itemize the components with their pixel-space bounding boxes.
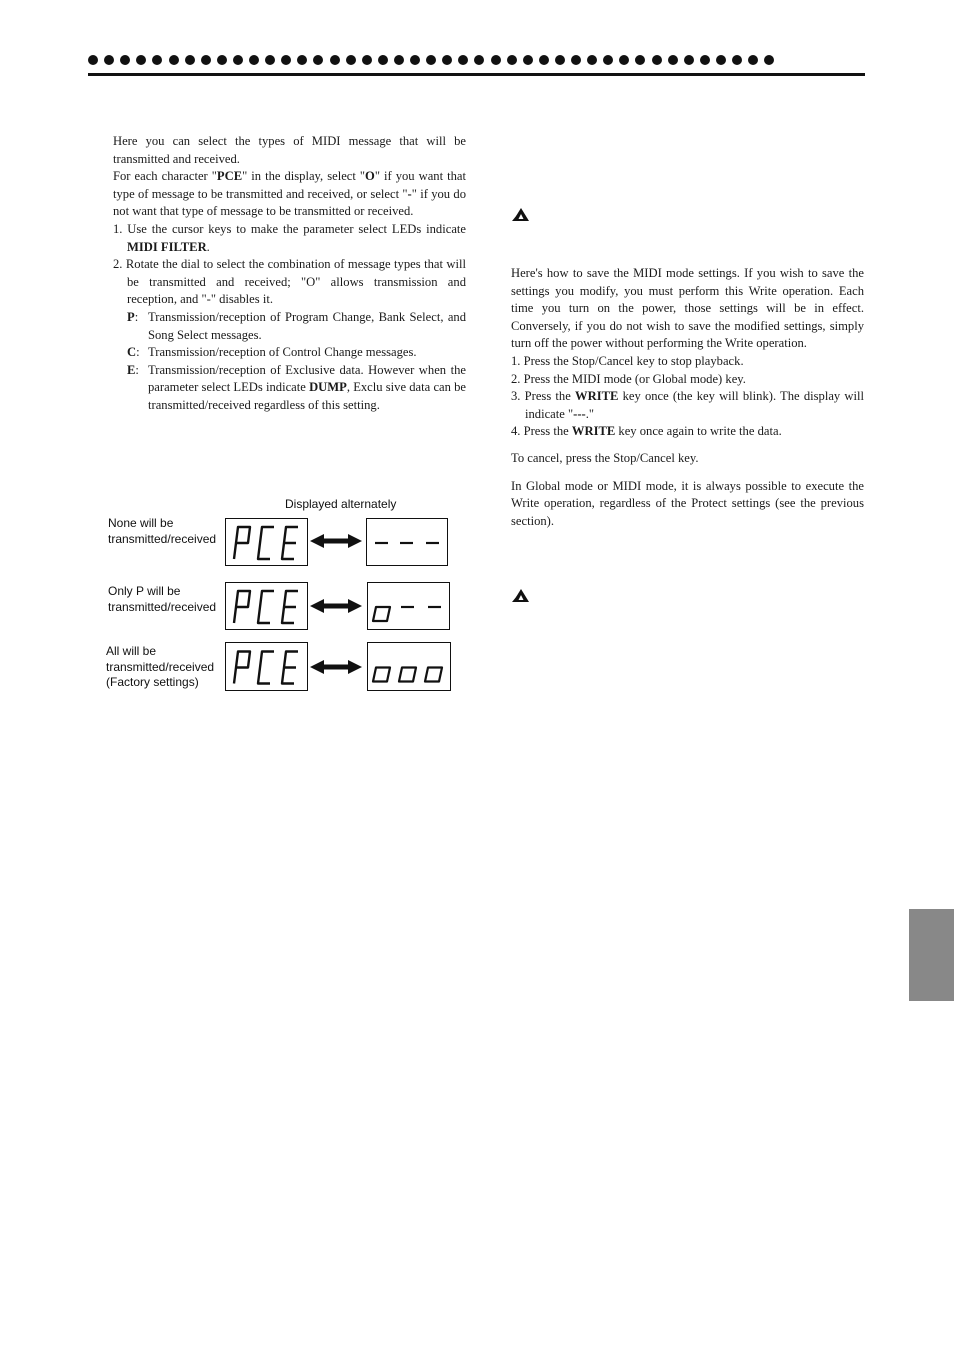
- midi-filter-figure: [100, 494, 470, 694]
- header-dot: [104, 55, 114, 65]
- header-dot: [88, 55, 98, 65]
- header-dot: [764, 55, 774, 65]
- caution-icon: [511, 205, 531, 223]
- header-dot-row: [88, 55, 788, 67]
- filter-item-c: C: Transmission/reception of Control Change messages.: [127, 345, 417, 360]
- filter-step-2: 2. Rotate the dial to select the combination of message types that will be transmitted and received; "O" allows transmission and reception, and "-" disables it.: [113, 257, 466, 307]
- left-column: [113, 133, 466, 415]
- write-step-4: 4. Press the WRITE key once again to write the data.: [511, 424, 782, 439]
- header-dot: [491, 55, 501, 65]
- header-dot: [571, 55, 581, 65]
- header-dot: [619, 55, 629, 65]
- header-dot: [426, 55, 436, 65]
- led-display-pce: [225, 642, 308, 691]
- led-display-none: [366, 518, 448, 566]
- header-dot: [684, 55, 694, 65]
- header-dot: [185, 55, 195, 65]
- header-dot: [507, 55, 517, 65]
- global-mode-note: In Global mode or MIDI mode, it is always possible to execute the Write operation, regardless of the Protect settings (see the previous section).: [511, 478, 864, 528]
- midi-filter-intro: Here you can select the types of MIDI message that will be transmitted and received.: [113, 134, 466, 166]
- header-dot: [233, 55, 243, 65]
- header-dot: [732, 55, 742, 65]
- right-column: [511, 265, 864, 530]
- header-dot: [410, 55, 420, 65]
- header-dot: [201, 55, 211, 65]
- header-dot: [217, 55, 227, 65]
- header-dot: [555, 55, 565, 65]
- midi-filter-instructions: For each character "PCE" in the display, select "O" if you want that type of message to be transmitted and received, or select "-" if you do not want that type of message to be transmitted or received.: [113, 169, 467, 219]
- figure-caption: Displayed alternately: [285, 497, 397, 511]
- header-dot: [442, 55, 452, 65]
- led-display-p-only: [367, 582, 450, 630]
- header-dot: [120, 55, 130, 65]
- write-intro: Here's how to save the MIDI mode settings. If you wish to save the settings you modify, you must perform this Write operation. Each time you turn on the power, those settings will be in effect. Conversely, if you do not wish to save the modified settings, simply turn off the power without performing the Write operation.: [511, 266, 864, 351]
- write-step-1: 1. Press the Stop/Cancel key to stop playback.: [511, 353, 744, 368]
- header-dot: [700, 55, 710, 65]
- header-dot: [394, 55, 404, 65]
- header-dot: [249, 55, 259, 65]
- header-dot: [281, 55, 291, 65]
- cancel-note: To cancel, press the Stop/Cancel key.: [511, 451, 699, 466]
- header-dot: [716, 55, 726, 65]
- header-dot: [539, 55, 549, 65]
- header-dot: [652, 55, 662, 65]
- double-arrow-icon: [310, 660, 362, 674]
- chapter-side-tab: [909, 909, 954, 1001]
- header-dot: [169, 55, 179, 65]
- header-dot: [265, 55, 275, 65]
- write-step-2: 2. Press the MIDI mode (or Global mode) key.: [511, 371, 746, 386]
- header-dot: [152, 55, 162, 65]
- led-display-all: [367, 642, 451, 691]
- header-dot: [603, 55, 613, 65]
- led-display-pce: [225, 518, 308, 566]
- header-dot: [635, 55, 645, 65]
- header-dot: [297, 55, 307, 65]
- header-rule: [88, 73, 865, 76]
- led-display-pce: [225, 582, 308, 630]
- header-dot: [458, 55, 468, 65]
- figure-row-label: None will be transmitted/received: [108, 516, 217, 546]
- double-arrow-icon: [310, 534, 362, 548]
- header-dot: [668, 55, 678, 65]
- header-dot: [474, 55, 484, 65]
- header-dot: [313, 55, 323, 65]
- header-dot: [330, 55, 340, 65]
- filter-item-e: E: Transmission/reception of Exclusive data. However when the parameter select LEDs indicate DUMP, Exclu sive data can be transmitted/received regardless of this setting.: [127, 362, 467, 412]
- filter-step-1: 1. Use the cursor keys to make the parameter select LEDs indicate MIDI FILTER.: [113, 221, 466, 254]
- header-dot: [378, 55, 388, 65]
- header-dot: [748, 55, 758, 65]
- double-arrow-icon: [310, 599, 362, 613]
- header-dot: [346, 55, 356, 65]
- write-step-3: 3. Press the WRITE key once (the key will blink). The display will indicate "---.": [511, 389, 864, 421]
- header-dot: [587, 55, 597, 65]
- figure-row-label: Only P will be transmitted/received: [108, 584, 217, 614]
- header-dot: [136, 55, 146, 65]
- figure-row-label: All will be transmitted/received (Factory settings): [106, 644, 215, 689]
- header-dot: [362, 55, 372, 65]
- header-dot: [523, 55, 533, 65]
- caution-icon: [511, 586, 531, 604]
- filter-item-p: P: Transmission/reception of Program Change, Bank Select, and Song Select messages.: [127, 309, 466, 342]
